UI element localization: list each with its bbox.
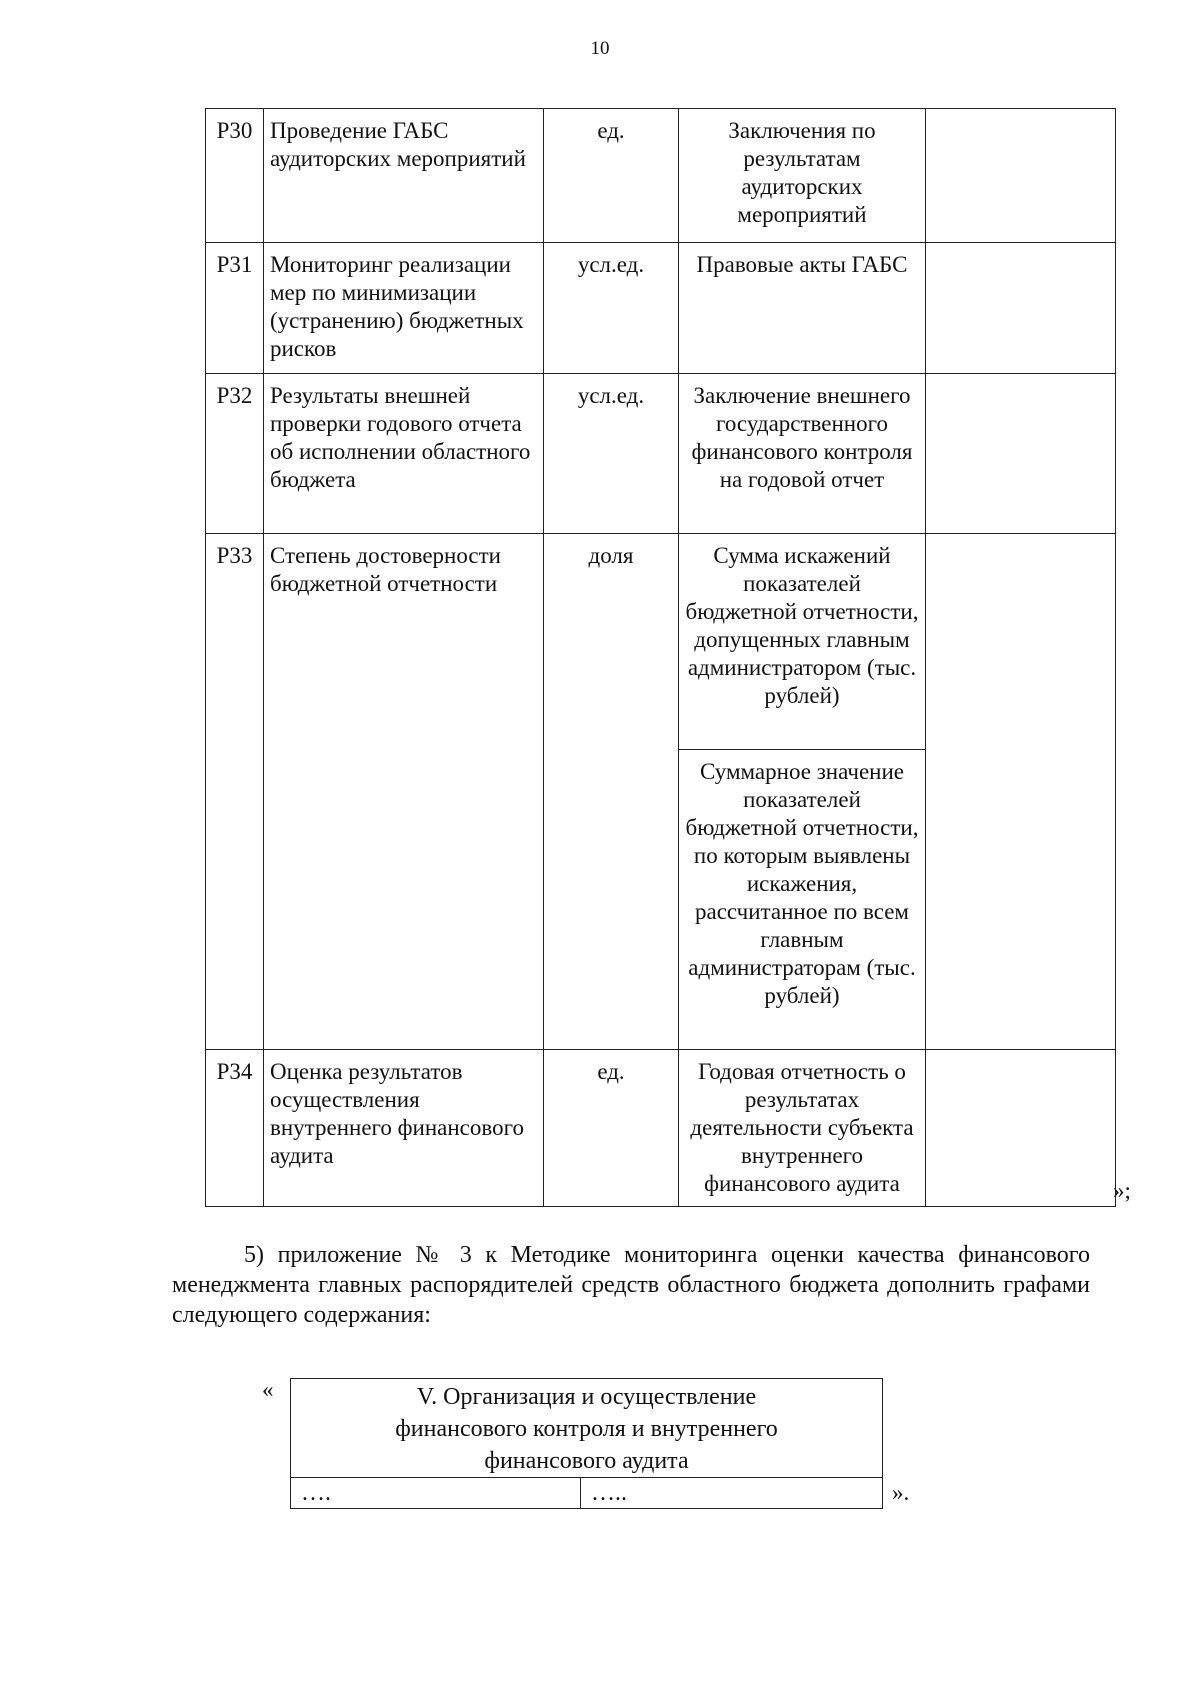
appendix-cell-left: …. [291,1478,581,1509]
row-empty-cell [926,534,1116,1050]
row-source: Сумма искажений показателей бюджетной отчетности, допущенных главным администратором (тыс. рублей) [679,534,926,750]
indicators-table [205,108,1116,1207]
table-row [206,109,1116,243]
row-unit: усл.ед. [544,374,679,534]
appendix-cell-right: ….. [581,1478,883,1509]
closing-quote: »; [1113,1178,1131,1203]
row-code: Р32 [206,374,264,534]
row-empty-cell [926,374,1116,534]
paragraph-text: 5) приложение № 3 к Методике мониторинга оценки качества финансового менеджмента главных распорядителей средств областного бюджета дополнить графами следующего содержания: [172,1242,1090,1328]
table-row [206,1050,1116,1207]
row-name: Степень достоверности бюджетной отчетности [264,534,544,1050]
row-empty-cell [926,1050,1116,1207]
row-empty-cell [926,109,1116,243]
appendix-data-row [291,1478,883,1509]
appendix-heading-line: финансового контроля и внутреннего [395,1416,778,1442]
row-code: Р34 [206,1050,264,1207]
row-source: Заключения по результатам аудиторских мероприятий [679,109,926,243]
opening-quote: « [262,1377,274,1402]
row-code: Р31 [206,243,264,374]
page-number: 10 [590,38,610,59]
closing-quote: ». [892,1480,910,1505]
row-name: Проведение ГАБС аудиторских мероприятий [264,109,544,243]
row-code: Р33 [206,534,264,1050]
row-name: Результаты внешней проверки годового отчета об исполнении областного бюджета [264,374,544,534]
appendix-heading-line: финансового аудита [484,1448,689,1474]
row-source: Правовые акты ГАБС [679,243,926,374]
appendix-heading-line: V. Организация и осуществление [416,1384,757,1410]
row-unit: ед. [544,109,679,243]
row-name: Оценка результатов осуществления внутреннего финансового аудита [264,1050,544,1207]
appendix-heading [291,1379,883,1478]
row-source-secondary: Суммарное значение показателей бюджетной отчетности, по которым выявлены искажения, рассчитанное по всем главным администраторам (тыс. рублей) [679,750,926,1050]
amendment-paragraph [172,1240,1090,1330]
row-unit: ед. [544,1050,679,1207]
row-code: Р30 [206,109,264,243]
appendix-heading-row [291,1379,883,1478]
row-name: Мониторинг реализации мер по минимизации (устранению) бюджетных рисков [264,243,544,374]
row-empty-cell [926,243,1116,374]
table-row [206,534,1116,750]
appendix-table [290,1378,883,1509]
row-unit: доля [544,534,679,1050]
table-row [206,243,1116,374]
table-row [206,374,1116,534]
row-source: Годовая отчетность о результатах деятельности субъекта внутреннего финансового аудита [679,1050,926,1207]
row-source: Заключение внешнего государственного финансового контроля на годовой отчет [679,374,926,534]
row-unit: усл.ед. [544,243,679,374]
